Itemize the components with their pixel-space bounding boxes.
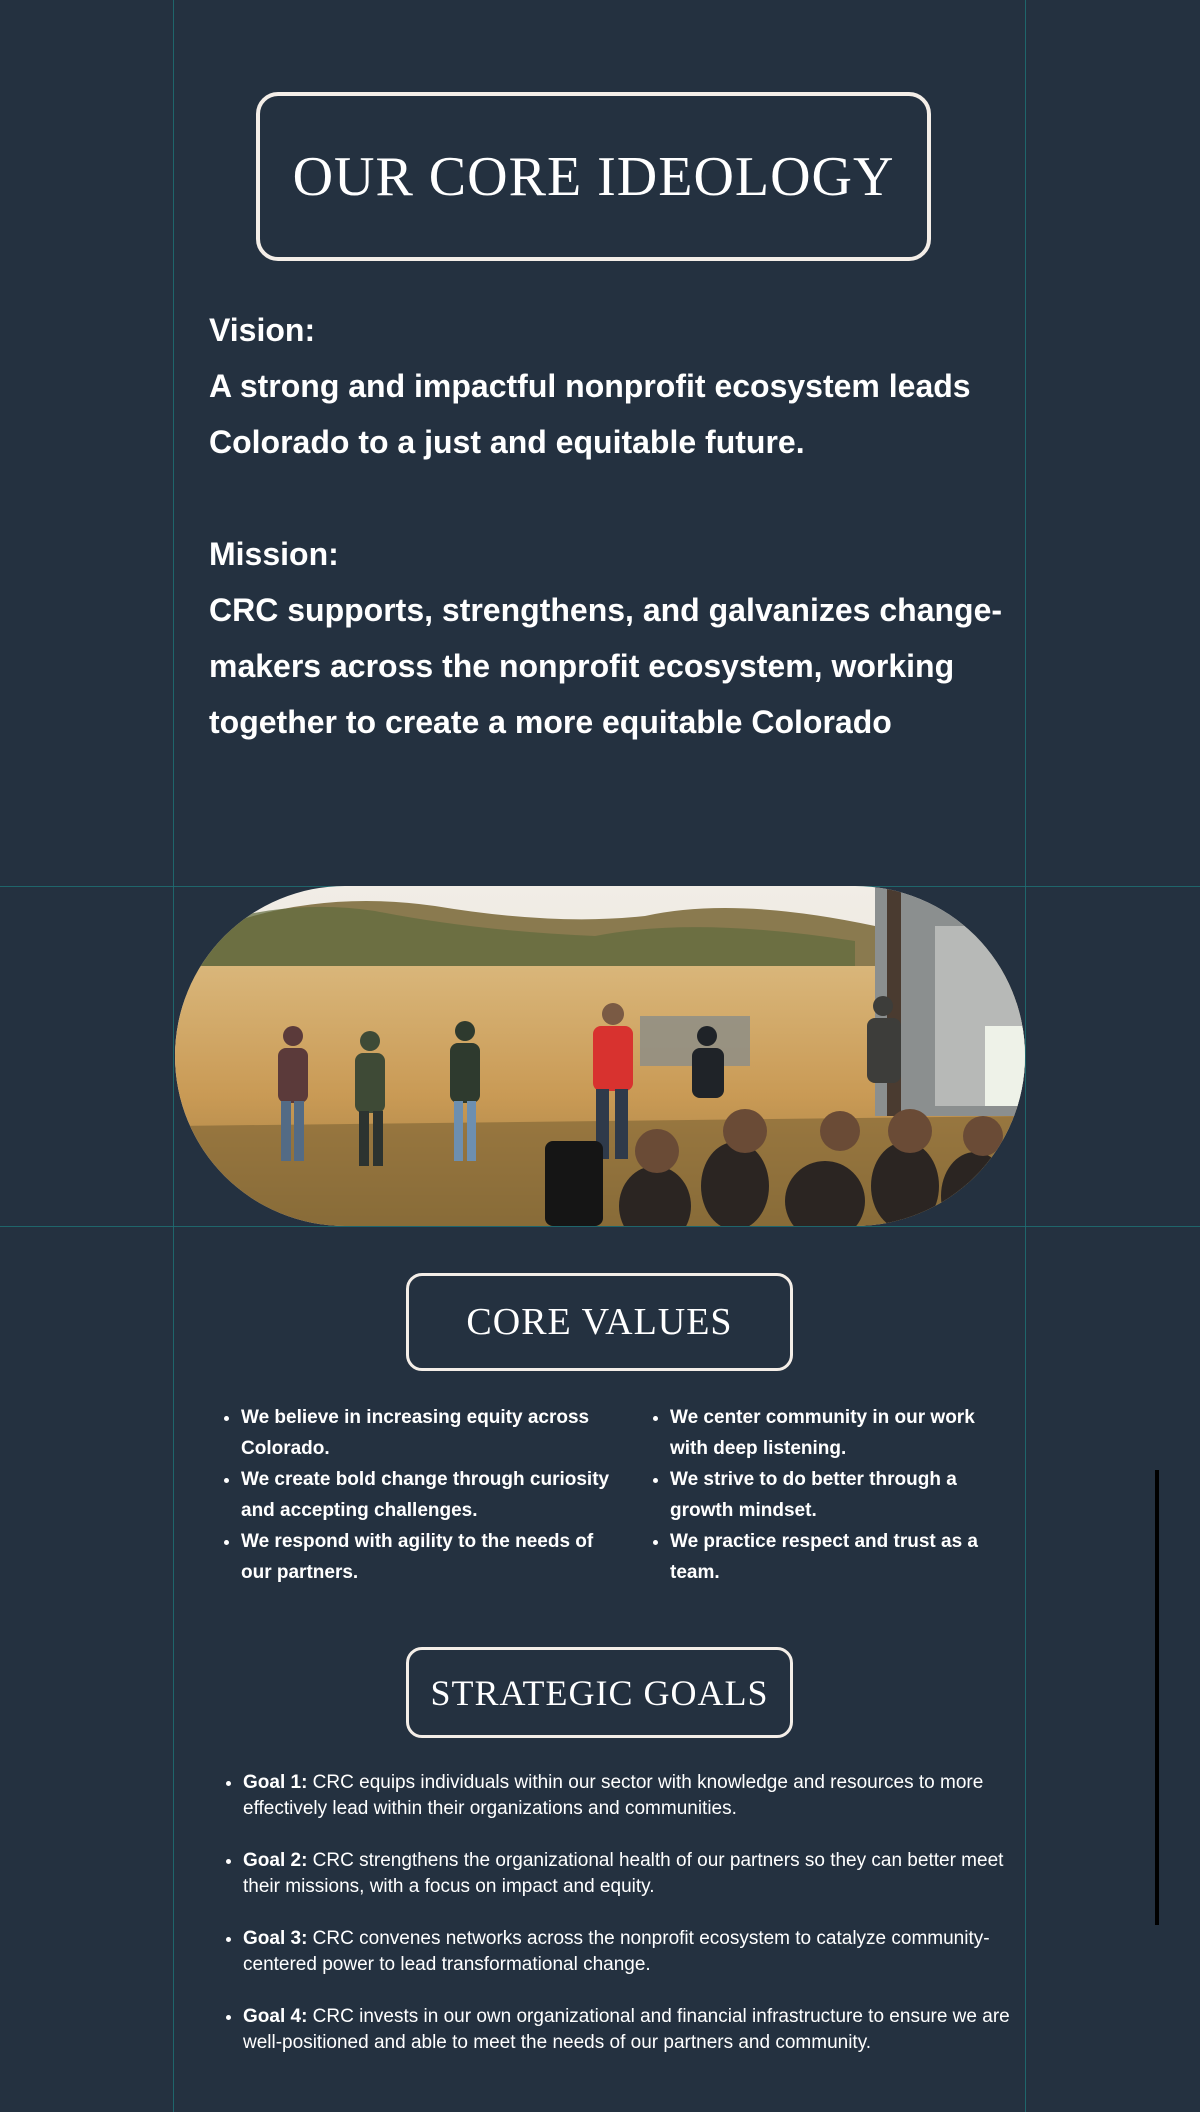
guide-line-right	[1025, 0, 1026, 2112]
goal-text: CRC convenes networks across the nonprofit ecosystem to catalyze community-centered power to lead transformational change.	[243, 1928, 990, 1975]
field-gathering-photo	[175, 886, 1025, 1226]
list-item: • We respond with agility to the needs of our partners.	[241, 1526, 621, 1588]
goal-label: Goal 1:	[243, 1772, 308, 1793]
guide-line-bottom	[0, 1226, 1200, 1227]
core-values-title: CORE VALUES	[466, 1301, 733, 1343]
hero-photo	[175, 886, 1025, 1226]
goal-label: Goal 3:	[243, 1928, 308, 1949]
goal-label: Goal 4:	[243, 2006, 308, 2027]
core-ideology-heading	[256, 92, 931, 261]
goal-item	[243, 1848, 1023, 1900]
core-ideology-title: OUR CORE IDEOLOGY	[292, 145, 895, 208]
list-item: • We strive to do better through a growth mindset.	[670, 1464, 1010, 1526]
goal-item	[243, 2004, 1023, 2056]
list-item: • We center community in our work with deep listening.	[670, 1402, 1010, 1464]
goal-text: CRC invests in our own organizational and financial infrastructure to ensure we are well-positioned and able to meet the needs of our partners and community.	[243, 2006, 1010, 2053]
strategic-goals-list	[211, 1770, 1023, 2082]
list-item: • We practice respect and trust as a team.	[670, 1526, 1010, 1588]
goal-text: CRC strengthens the organizational health of our partners so they can better meet their missions, with a focus on impact and equity.	[243, 1850, 1004, 1897]
mission-label: Mission:	[209, 536, 339, 572]
vision-block	[209, 302, 1009, 470]
strategic-goals-title: STRATEGIC GOALS	[430, 1672, 769, 1713]
mission-text: CRC supports, strengthens, and galvanizes change-makers across the nonprofit ecosystem, working together to create a more equitable Colorado	[209, 592, 1003, 740]
core-values-list-left	[209, 1402, 621, 1588]
guide-line-left	[173, 0, 174, 2112]
list-item: • We create bold change through curiosity and accepting challenges.	[241, 1464, 621, 1526]
list-item: • We believe in increasing equity across Colorado.	[241, 1402, 621, 1464]
vision-text: A strong and impactful nonprofit ecosystem leads Colorado to a just and equitable future.	[209, 368, 971, 460]
vision-label: Vision:	[209, 312, 316, 348]
core-values-list-right	[638, 1402, 1010, 1588]
goal-item	[243, 1770, 1023, 1822]
goal-label: Goal 2:	[243, 1850, 308, 1871]
strategic-goals-heading	[406, 1647, 793, 1738]
scrollbar[interactable]	[1155, 1470, 1159, 1925]
mission-block	[209, 526, 1009, 750]
core-values-heading	[406, 1273, 793, 1371]
goal-text: CRC equips individuals within our sector with knowledge and resources to more effectively lead within their organizations and communities.	[243, 1772, 984, 1819]
goal-item	[243, 1926, 1023, 1978]
